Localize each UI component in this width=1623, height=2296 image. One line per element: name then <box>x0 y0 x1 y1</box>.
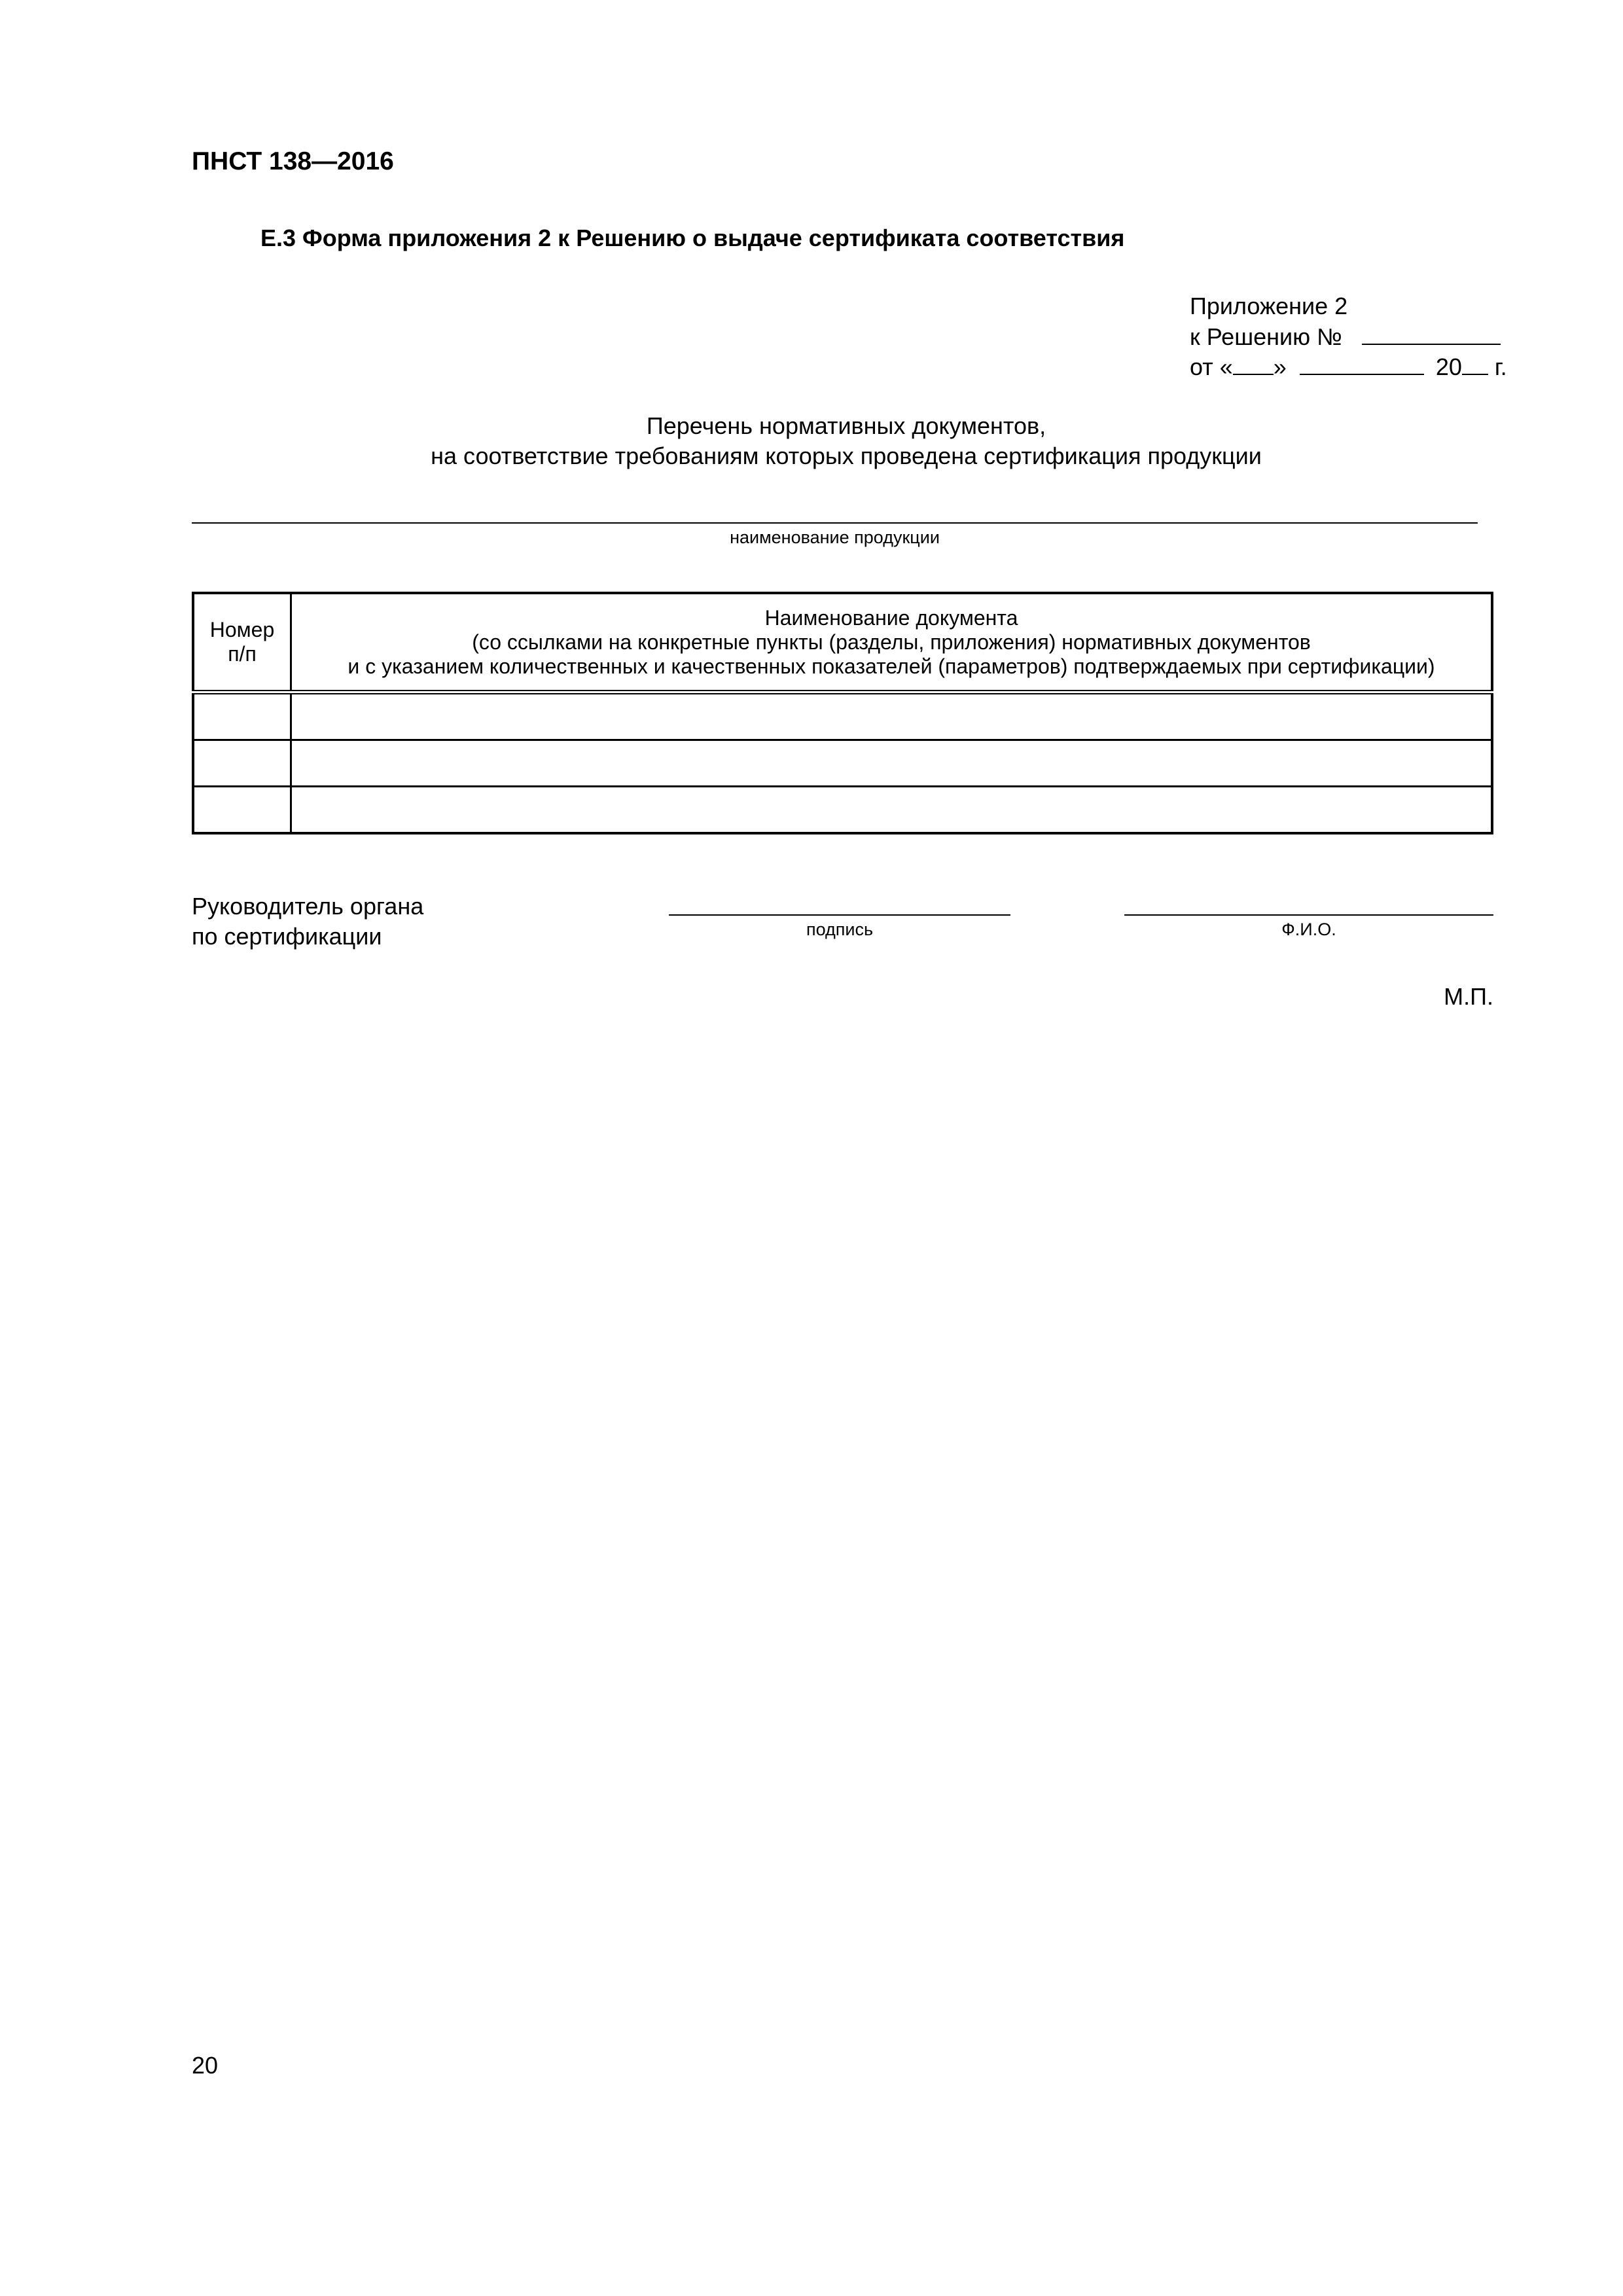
year-prefix: 20 <box>1435 353 1462 380</box>
section-title: Е.3 Форма приложения 2 к Решению о выдаче сертификата соответствия <box>260 224 1125 251</box>
column-header-document <box>291 593 1493 692</box>
date-close-quote: » <box>1273 353 1287 380</box>
day-blank <box>1233 351 1274 375</box>
list-title-line1: Перечень нормативных документов, <box>646 412 1046 439</box>
decision-number-label: к Решению № <box>1190 323 1342 350</box>
product-name-blank <box>192 522 1478 524</box>
table-row <box>193 692 1492 740</box>
list-title <box>192 411 1501 471</box>
table-header-row <box>193 593 1492 692</box>
signatory-title-line1: Руководитель органа <box>192 893 424 920</box>
date-open-quote: от « <box>1190 353 1233 380</box>
stamp-placeholder: М.П. <box>1444 983 1493 1010</box>
documents-table <box>192 592 1493 834</box>
appendix-reference <box>1190 291 1507 382</box>
decision-number-line <box>1190 321 1507 351</box>
table-cell-document <box>291 740 1493 787</box>
column-header-number-line1: Номер <box>209 618 275 641</box>
year-suffix: г. <box>1494 353 1507 380</box>
column-header-number-line2: п/п <box>228 642 257 666</box>
table-cell-number <box>193 692 291 740</box>
decision-number-blank <box>1362 321 1501 345</box>
table-row <box>193 787 1492 834</box>
signatory-title <box>192 891 423 952</box>
column-header-number <box>193 593 291 692</box>
year-blank <box>1462 351 1488 375</box>
column-header-document-line1: Наименование документа <box>764 605 1018 630</box>
full-name-caption: Ф.И.О. <box>1281 920 1336 939</box>
signature-caption: подпись <box>806 920 874 939</box>
signatory-title-line2: по сертификации <box>192 923 382 950</box>
table-cell-document <box>291 787 1493 834</box>
list-title-line2: на соответствие требованиям которых проведена сертификация продукции <box>431 442 1262 469</box>
decision-date-line <box>1190 351 1507 382</box>
standard-code: ПНСТ 138—2016 <box>192 147 394 175</box>
signature-blank <box>669 914 1010 916</box>
page-number: 20 <box>192 2052 219 2079</box>
product-name-caption: наименование продукции <box>730 528 940 547</box>
table-row <box>193 740 1492 787</box>
full-name-blank <box>1124 914 1493 916</box>
table-cell-document <box>291 692 1493 740</box>
table-cell-number <box>193 787 291 834</box>
table-cell-number <box>193 740 291 787</box>
month-blank <box>1300 351 1424 375</box>
column-header-document-line2: (со ссылками на конкретные пункты (разделы, приложения) нормативных документов <box>472 630 1311 654</box>
appendix-number: Приложение 2 <box>1190 293 1348 319</box>
column-header-document-line3: и с указанием количественных и качественных показателей (параметров) подтверждаемых при сертификации) <box>348 654 1435 678</box>
